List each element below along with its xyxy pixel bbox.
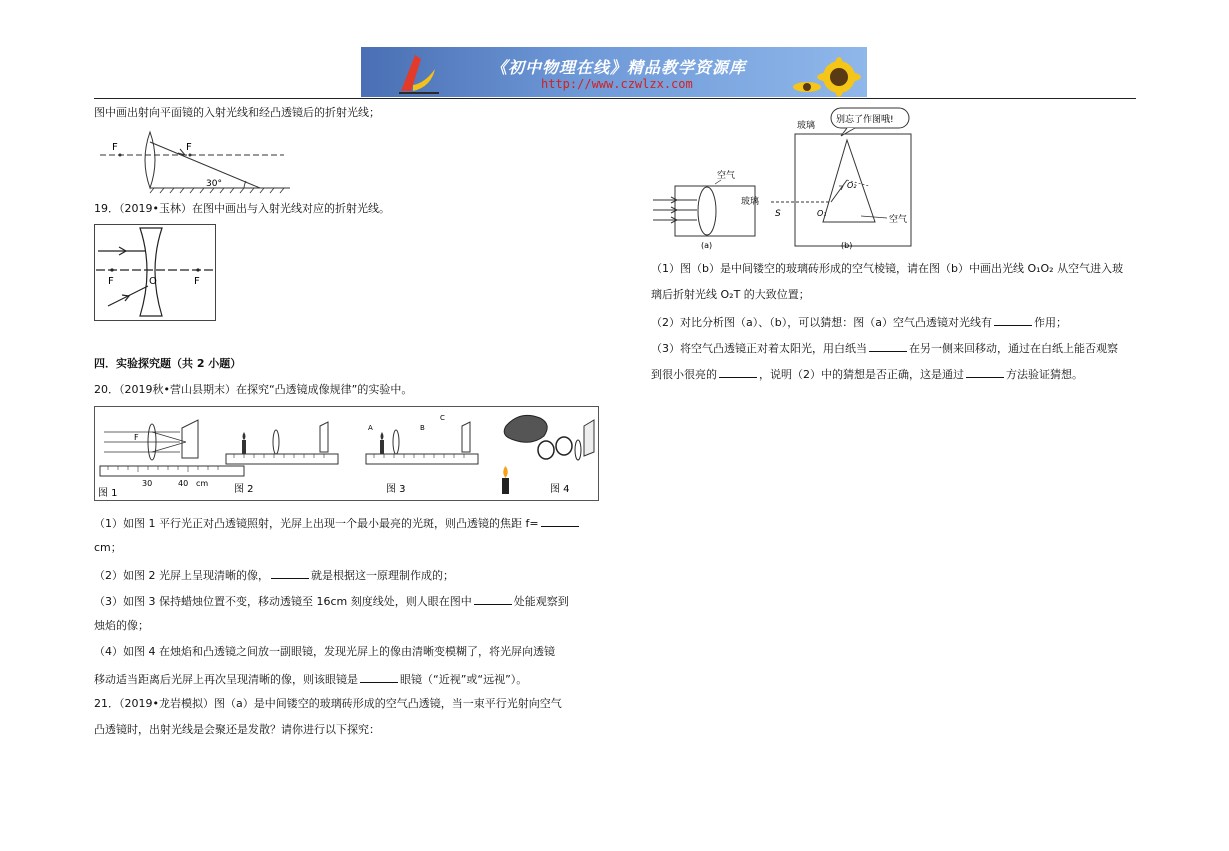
- q20-1-part-a: （1）如图 1 平行光正对凸透镜照射，光屏上出现一个最小最亮的光斑，则凸透镜的焦距 f=: [94, 517, 539, 530]
- fig21-b-glass-label: 玻璃: [797, 121, 816, 131]
- q20-2-text: [94, 567, 454, 583]
- fig21-a-glass-label: 玻璃: [741, 197, 760, 207]
- q20-4-text: （4）如图 4 在烛焰和凸透镜之间放一副眼镜，发现光屏上的像由清晰变模糊了，将光屏向透镜: [94, 645, 555, 658]
- q21-2-part-a: （2）对比分析图（a）、（b），可以猜想：图（a）空气凸透镜对光线有: [651, 316, 992, 329]
- fig21-a-caption: (a): [701, 241, 713, 250]
- figure-19: [94, 224, 218, 322]
- q21-3-cont-text: [651, 366, 1083, 382]
- q18-tail-text: 图中画出射向平面镜的入射光线和经凸透镜后的折射光线；: [94, 106, 380, 119]
- figure-21: [651, 104, 917, 252]
- banner-title: 《初中物理在线》精品教学资源库: [491, 58, 747, 77]
- q21-1-text: （1）图（b）是中间镂空的玻璃砖形成的空气棱镜，请在图（b）中画出光线 O₁O₂ 从空气进入玻: [651, 262, 1124, 275]
- q21-3-answer-blank-1[interactable]: [869, 340, 907, 352]
- fig20-tick-30: 30: [142, 479, 153, 488]
- fig20-label-4: 图 4: [550, 484, 570, 495]
- fig21-a-air-label: 空气: [717, 171, 736, 181]
- header-banner: [361, 47, 867, 97]
- fig20-label-2: 图 2: [234, 484, 254, 495]
- q20-4-part-c: 眼镜（“近视”或“远视”）。: [400, 673, 528, 686]
- q21-3-part-e: 方法验证猜想。: [1006, 368, 1083, 381]
- figure-18: [94, 128, 290, 194]
- figure-20: [94, 406, 600, 502]
- fig21-b-caption: (b): [841, 241, 853, 250]
- fig18-F-left: F: [112, 142, 118, 153]
- q21-2-part-b: 作用；: [1033, 316, 1067, 329]
- q21-2-answer-blank[interactable]: [994, 314, 1032, 326]
- fig20-sub3: [366, 414, 478, 495]
- q21-1-cont-text: 璃后折射光线 O₂T 的大致位置；: [651, 288, 810, 301]
- fig21-b-air-label: 空气: [889, 215, 908, 225]
- fig20-point-B: B: [420, 424, 425, 432]
- q20-2-answer-blank[interactable]: [271, 567, 309, 579]
- section-4-heading: 四．实验探究题（共 2 小题）: [94, 357, 242, 370]
- q19-text: 19．（2019•玉林）在图中画出与入射光线对应的折射光线。: [94, 202, 390, 215]
- q20-4-part-b: 移动适当距离后光屏上再次呈现清晰的像，则该眼镜是: [94, 673, 358, 686]
- q20-3-answer-blank[interactable]: [474, 593, 512, 605]
- fig21-a: [653, 169, 759, 250]
- q21-3-part-c: 到很小很亮的: [651, 368, 717, 381]
- q20-3-text: [94, 593, 569, 609]
- q21-3-text: [651, 340, 1118, 356]
- q21-3-answer-blank-3[interactable]: [966, 366, 1004, 378]
- q20-4-cont-text: [94, 671, 527, 687]
- q20-3-part-b: 处能观察到: [513, 595, 569, 608]
- q21-3-part-d: ，说明（2）中的猜想是否正确，这是通过: [759, 368, 964, 381]
- fig20-F: F: [134, 433, 139, 442]
- fig21-b-S-label: S: [775, 209, 781, 219]
- fig20-tick-40: 40: [178, 479, 189, 488]
- q20-4-answer-blank[interactable]: [360, 671, 398, 683]
- q20-1-unit-text: cm；: [94, 541, 122, 554]
- fig20-label-3: 图 3: [386, 484, 406, 495]
- q20-text: 20．（2019秋•营山县期末）在探究“凸透镜成像规律”的实验中。: [94, 383, 413, 396]
- fig19-F-left: F: [108, 276, 114, 287]
- q20-2-part-a: （2）如图 2 光屏上呈现清晰的像，: [94, 569, 269, 582]
- header-rule: [94, 98, 1136, 99]
- q20-3-cont-text: 烛焰的像；: [94, 619, 149, 632]
- fig19-F-right: F: [194, 276, 200, 287]
- fig20-label-1: 图 1: [98, 488, 118, 499]
- q21-3-part-b: 在另一侧来回移动，通过在白纸上能否观察: [909, 342, 1118, 355]
- q21-3-answer-blank-2[interactable]: [719, 366, 757, 378]
- banner-url: http://www.czwlzx.com: [541, 77, 693, 91]
- fig21-b-O1-label: O₁: [817, 209, 827, 218]
- q20-3-part-a: （3）如图 3 保持蜡烛位置不变，移动透镜至 16cm 刻度线处，则人眼在图中: [94, 595, 472, 608]
- q21-cont-text: 凸透镜时，出射光线是会聚还是发散？请你进行以下探究：: [94, 723, 380, 736]
- fig19-O: O: [149, 276, 157, 287]
- q21-text: 21．（2019•龙岩模拟）图（a）是中间镂空的玻璃砖形成的空气凸透镜，当一束平行光射向空气: [94, 697, 562, 710]
- fig21-b: [771, 108, 911, 250]
- q20-1-answer-blank[interactable]: [541, 515, 579, 527]
- q20-1-text: [94, 515, 581, 531]
- fig20-unit: cm: [196, 479, 209, 488]
- q21-2-text: [651, 314, 1067, 330]
- fig20-point-A: A: [368, 424, 373, 432]
- fig21-b-O2-label: O₂: [847, 181, 857, 190]
- q20-2-part-b: 就是根据这一原理制作成的；: [311, 569, 454, 582]
- fig20-sub2: [226, 422, 338, 495]
- fig18-angle: 30°: [206, 179, 222, 189]
- fig20-sub4: [502, 415, 594, 495]
- q21-3-part-a: （3）将空气凸透镜正对着太阳光，用白纸当: [651, 342, 867, 355]
- fig21-speech-bubble: 别忘了作图哦!: [836, 115, 894, 125]
- fig18-F-right: F: [186, 142, 192, 153]
- sunflower-icon: [787, 47, 867, 97]
- fig20-sub1: [98, 420, 244, 499]
- fig20-point-C: C: [440, 414, 445, 422]
- logo-icon: [391, 47, 451, 97]
